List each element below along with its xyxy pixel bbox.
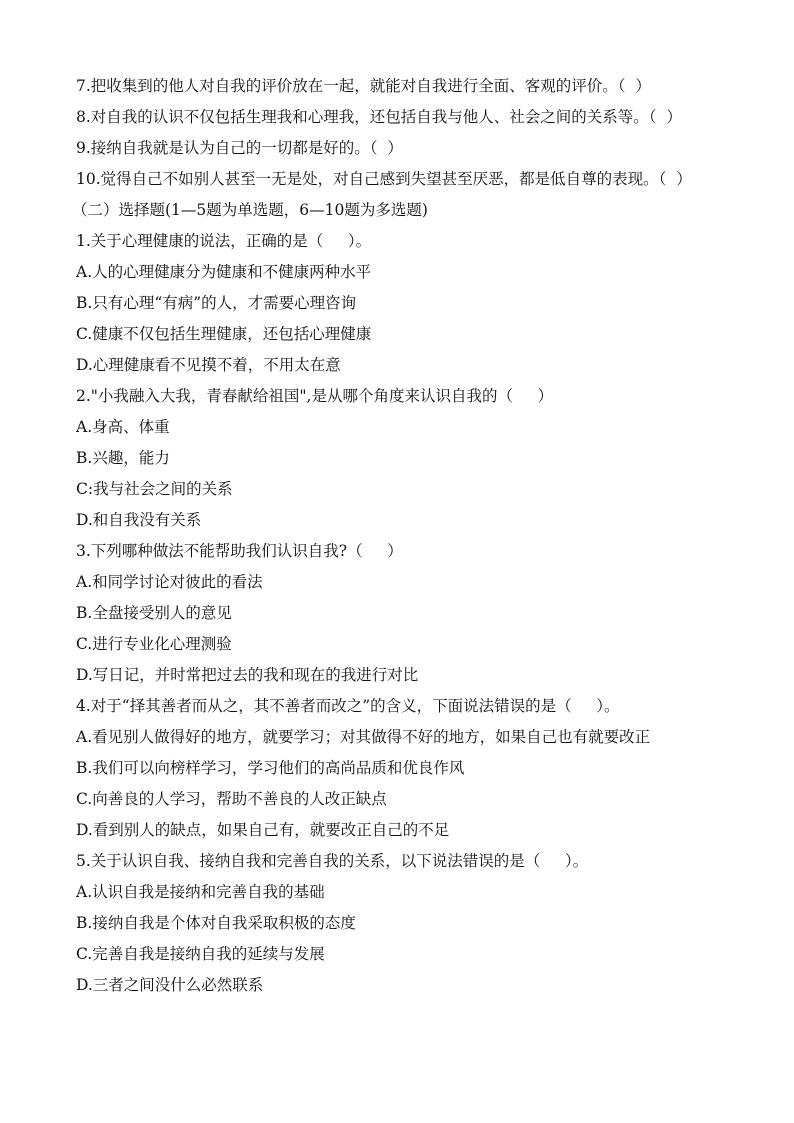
- judgement-question-9: 9.接纳自我就是认为自己的一切都是好的。（ ）: [76, 139, 403, 157]
- choice-question-1-option-c: C.健康不仅包括生理健康，还包括心理健康: [76, 325, 372, 343]
- choice-question-3-option-a: A.和同学讨论对彼此的看法: [76, 573, 263, 591]
- choice-question-2-stem: 2."小我融入大我，青春献给祖国",是从哪个角度来认识自我的（ ）: [76, 387, 554, 405]
- choice-question-3-option-d: D.写日记，并时常把过去的我和现在的我进行对比: [76, 666, 419, 684]
- choice-question-1-option-b: B.只有心理“有病”的人，才需要心理咨询: [76, 294, 357, 312]
- choice-question-1-option-d: D.心理健康看不见摸不着，不用太在意: [76, 356, 341, 374]
- choice-question-4-option-a: A.看见别人做得好的地方，就要学习；对其做得不好的地方，如果自己也有就要改正: [76, 728, 651, 746]
- judgement-question-10: 10.觉得自己不如别人甚至一无是处，对自己感到失望甚至厌恶，都是低自尊的表现。（ ）: [76, 170, 692, 188]
- choice-question-2-option-a: A.身高、体重: [76, 418, 170, 436]
- choice-question-3-option-c: C.进行专业化心理测验: [76, 635, 232, 653]
- choice-question-5-option-a: A.认识自我是接纳和完善自我的基础: [76, 883, 325, 901]
- choice-question-1-option-a: A.人的心理健康分为健康和不健康两种水平: [76, 263, 372, 281]
- choice-question-4-option-d: D.看到别人的缺点，如果自己有，就要改正自己的不足: [76, 821, 450, 839]
- section-heading: （二）选择题(1—5题为单选题，6—10题为多选题): [72, 201, 428, 219]
- choice-question-2-option-b: B.兴趣，能力: [76, 449, 170, 467]
- choice-question-4-stem: 4.对于“择其善者而从之，其不善者而改之”的含义，下面说法错误的是（ ）。: [76, 697, 620, 715]
- choice-question-5-option-c: C.完善自我是接纳自我的延续与发展: [76, 945, 325, 963]
- choice-question-5-stem: 5.关于认识自我、接纳自我和完善自我的关系，以下说法错误的是（ ）。: [76, 852, 589, 870]
- question-list: [72, 71, 766, 1001]
- choice-question-3-stem: 3.下列哪种做法不能帮助我们认识自我?（ ）: [76, 542, 403, 560]
- choice-question-4-option-b: B.我们可以向榜样学习，学习他们的高尚品质和优良作风: [76, 759, 465, 777]
- choice-question-5-option-d: D.三者之间没什么必然联系: [76, 976, 264, 994]
- choice-question-2-option-c: C:我与社会之间的关系: [76, 480, 233, 498]
- judgement-question-7: 7.把收集到的他人对自我的评价放在一起，就能对自我进行全面、客观的评价。（ ）: [76, 77, 651, 95]
- choice-question-2-option-d: D.和自我没有关系: [76, 511, 202, 529]
- choice-question-4-option-c: C.向善良的人学习，帮助不善良的人改正缺点: [76, 790, 387, 808]
- choice-question-3-option-b: B.全盘接受别人的意见: [76, 604, 232, 622]
- judgement-question-8: 8.对自我的认识不仅包括生理我和心理我，还包括自我与他人、社会之间的关系等。（ ）: [76, 108, 682, 126]
- choice-question-5-option-b: B.接纳自我是个体对自我采取积极的态度: [76, 914, 356, 932]
- choice-question-1-stem: 1.关于心理健康的说法，正确的是（ ）。: [76, 232, 372, 250]
